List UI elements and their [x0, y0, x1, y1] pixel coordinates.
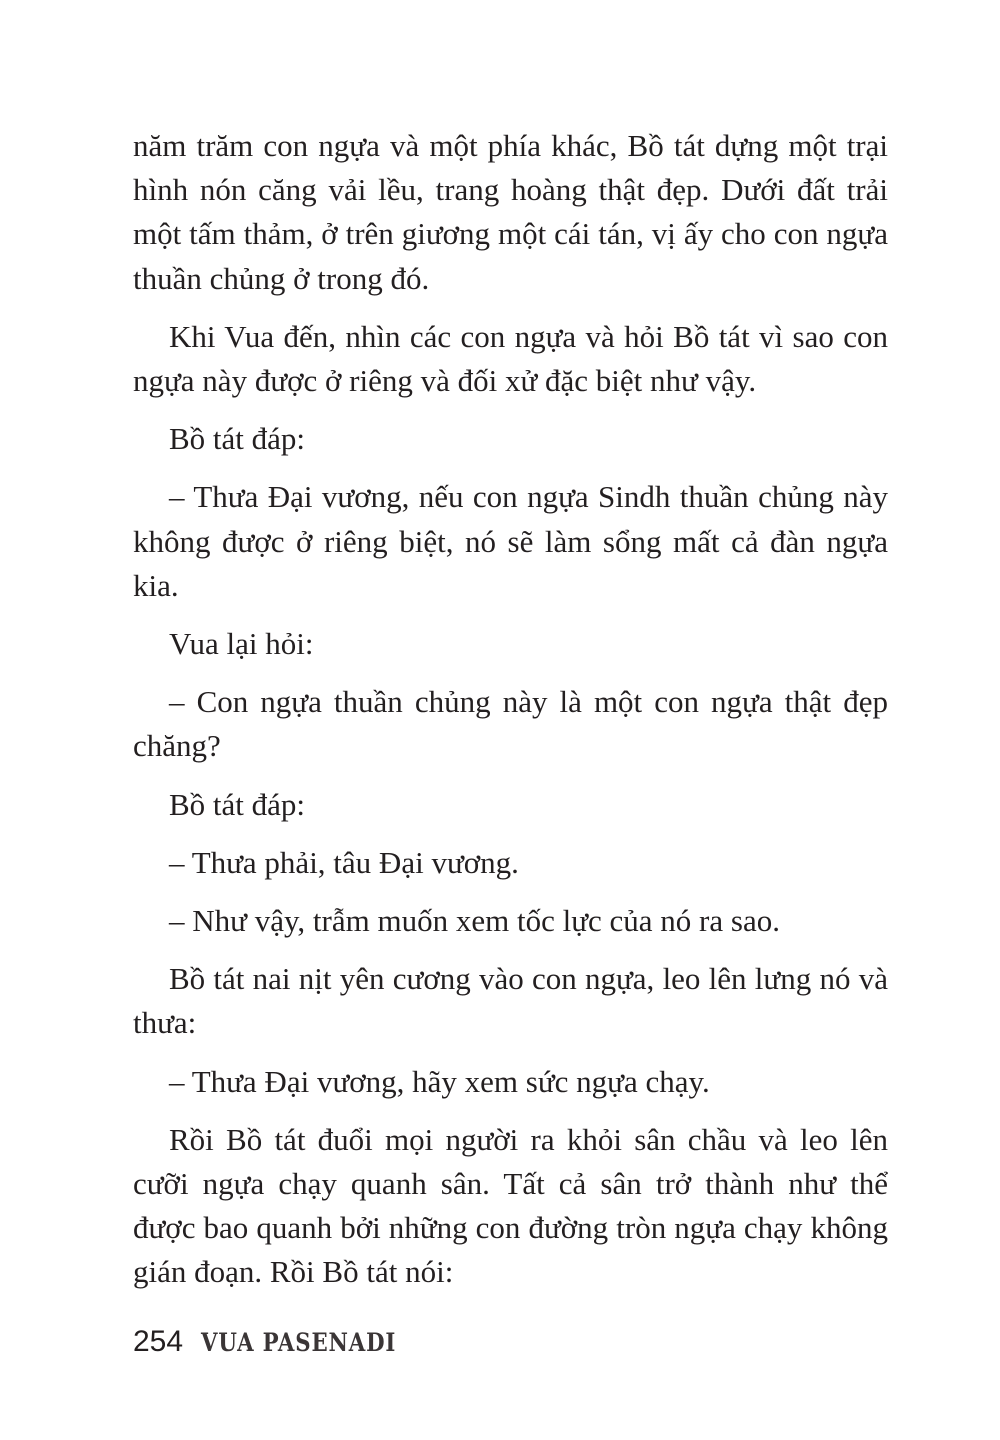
paragraph: Rồi Bồ tát đuổi mọi người ra khỏi sân chầu và leo lên cưỡi ngựa chạy quanh sân. Tất cả sân trở thành như thể được bao quanh bởi những con đường tròn ngựa chạy không gián đoạn. Rồi Bồ tát nói:: [133, 1121, 888, 1290]
paragraph: năm trăm con ngựa và một phía khác, Bồ tát dựng một trại hình nón căng vải lều, trang hoàng thật đẹp. Dưới đất trải một tấm thảm, ở trên giương một cái tán, vị ấy cho con ngựa thuần chủng ở trong đó.: [133, 128, 888, 296]
running-title: VUA PASENADI: [201, 1328, 397, 1357]
paragraph: Vua lại hỏi:: [169, 626, 314, 662]
paragraph: – Như vậy, trẫm muốn xem tốc lực của nó ra sao.: [169, 903, 780, 939]
body-text: [133, 124, 888, 1309]
paragraph: – Thưa Đại vương, hãy xem sức ngựa chạy.: [169, 1063, 710, 1099]
paragraph: Khi Vua đến, nhìn các con ngựa và hỏi Bồ tát vì sao con ngựa này được ở riêng và đối xử đặc biệt như vậy.: [133, 318, 888, 399]
page-footer: [133, 1325, 431, 1365]
paragraph: Bồ tát đáp:: [169, 786, 306, 822]
paragraph: – Con ngựa thuần chủng này là một con ngựa thật đẹp chăng?: [133, 684, 888, 764]
page-number: 254: [133, 1325, 184, 1358]
paragraph: Bồ tát nai nịt yên cương vào con ngựa, leo lên lưng nó và thưa:: [133, 961, 888, 1041]
paragraph: Bồ tát đáp:: [169, 421, 306, 457]
paragraph: – Thưa phải, tâu Đại vương.: [169, 844, 519, 880]
paragraph: – Thưa Đại vương, nếu con ngựa Sindh thuần chủng này không được ở riêng biệt, nó sẽ làm sổng mất cả đàn ngựa kia.: [133, 479, 888, 603]
